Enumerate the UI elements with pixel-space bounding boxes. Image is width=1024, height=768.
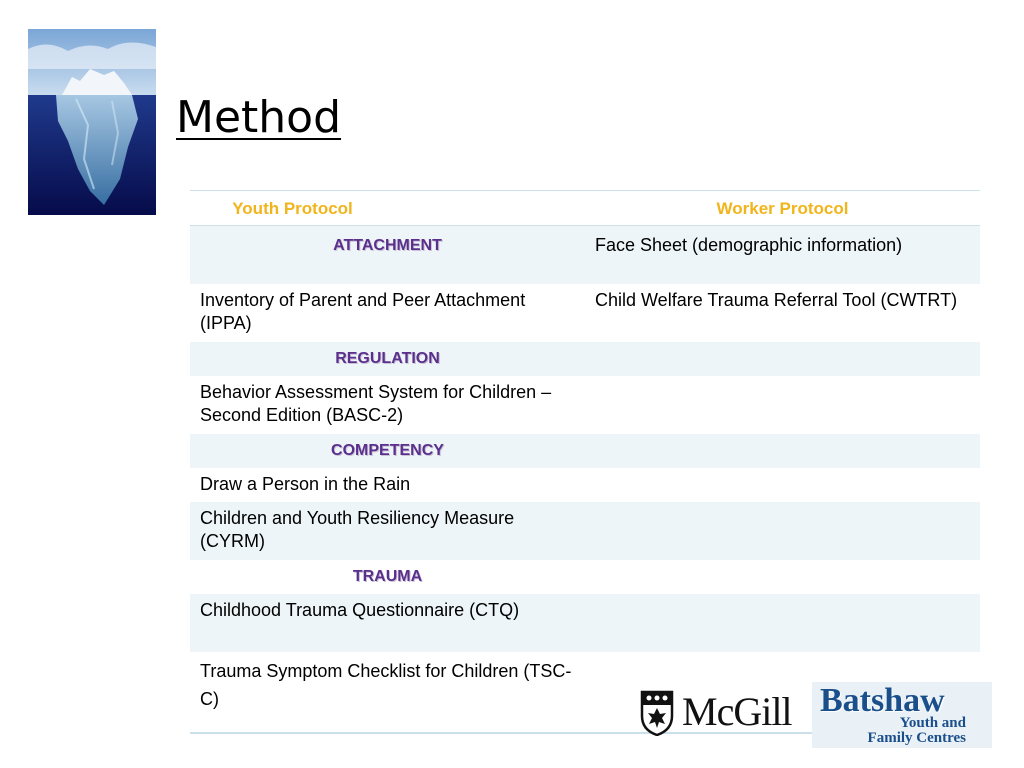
section-heading: REGULATION: [190, 342, 585, 376]
table-row: [190, 284, 980, 342]
table-row: [190, 434, 980, 468]
batshaw-logo: [812, 682, 992, 748]
table-row: [190, 560, 980, 594]
page-title: Method: [176, 92, 342, 143]
table-cell: [585, 594, 980, 652]
batshaw-subtitle-line1: Youth and: [899, 715, 966, 731]
table-cell: Childhood Trauma Questionnaire (CTQ): [190, 594, 585, 652]
section-heading: TRAUMA: [352, 568, 423, 585]
table-cell: Children and Youth Resiliency Measure (CYRM): [190, 502, 585, 560]
iceberg-image: [28, 29, 156, 215]
mcgill-wordmark: McGill: [682, 689, 792, 734]
table-cell: [585, 342, 980, 376]
table-cell: Face Sheet (demographic information): [585, 226, 980, 284]
batshaw-subtitle-line2: Family Centres: [867, 730, 966, 746]
section-heading: COMPETENCY: [190, 434, 585, 468]
table-cell: [585, 434, 980, 468]
table-cell: Trauma Symptom Checklist for Children (TSC-C): [200, 660, 572, 709]
table-cell: Child Welfare Trauma Referral Tool (CWTRT): [595, 289, 958, 310]
protocol-table: [190, 190, 980, 734]
table-cell: [585, 376, 980, 434]
table-cell: [585, 560, 980, 594]
table-cell: [585, 502, 980, 560]
batshaw-wordmark: Batshaw: [820, 682, 945, 719]
table-row: [190, 226, 980, 284]
table-header-row: [190, 191, 980, 226]
table-row: [190, 342, 980, 376]
table-cell: Inventory of Parent and Peer Attachment (IPPA): [200, 289, 526, 333]
table-row: [190, 502, 980, 560]
worker-protocol-header: Worker Protocol: [585, 191, 980, 226]
table-row: [190, 468, 980, 502]
table-cell: [585, 468, 980, 502]
youth-protocol-header: Youth Protocol: [190, 191, 585, 226]
table-cell: Draw a Person in the Rain: [200, 473, 411, 494]
mcgill-shield-icon: [640, 688, 674, 736]
mcgill-logo: [640, 688, 808, 738]
table-cell: Behavior Assessment System for Children – Second Edition (BASC-2): [200, 381, 552, 425]
table-row: [190, 376, 980, 434]
section-heading: ATTACHMENT: [190, 226, 585, 284]
table-row: [190, 594, 980, 652]
